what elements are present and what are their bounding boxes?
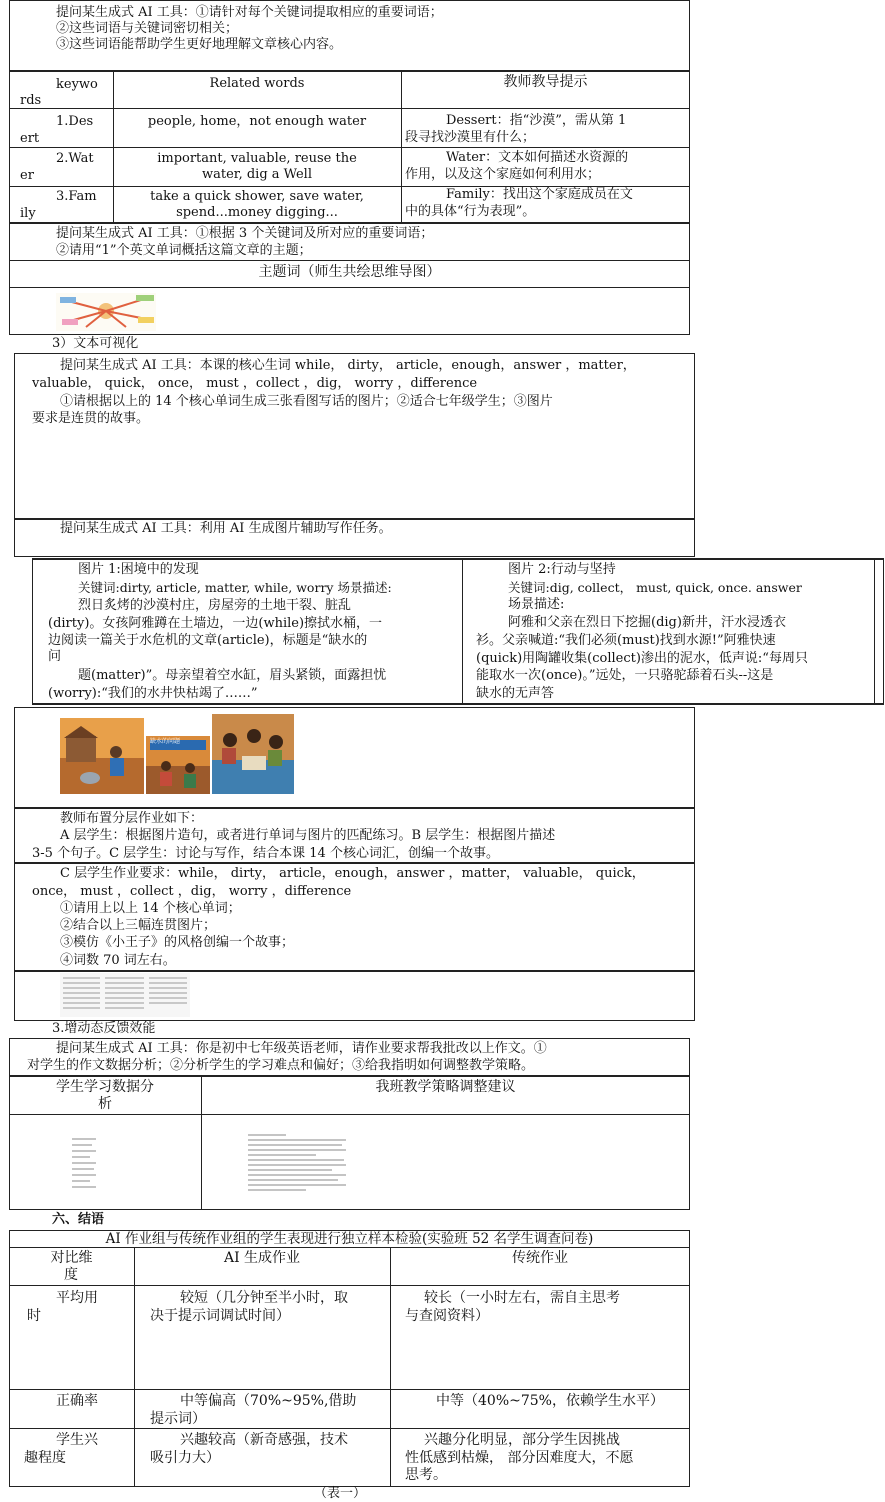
pic2-desc: 阿雅和父亲在烈日下挖掘(dig)新井，汗水浸透衣 — [508, 615, 786, 630]
header-keywords: keywo — [56, 77, 98, 92]
mind-map-image — [56, 293, 156, 331]
pic1-desc: 边阅读一篇关于水危机的文章(article)，标题是“缺水的 — [48, 633, 368, 648]
trad-cell: 性低感到枯燥， 部分因难度大，不愿 — [405, 1450, 634, 1466]
header-keywords-2: rds — [20, 93, 42, 108]
pic2-desc: 场景描述: — [508, 597, 565, 612]
dim-cell: 平均用 — [56, 1290, 98, 1306]
vocab-prompt-line: ①请根据以上的 14 个核心单词生成三张看图写话的图片；②适合七年级学生；③图片 — [60, 394, 553, 409]
tip-cell: 作用，以及这个家庭如何利用水； — [405, 167, 601, 182]
homework-line: 3-5 个句子。C 层学生：讨论与写作，结合本课 14 个核心词汇，创编一个故事。 — [32, 846, 499, 861]
comparison-table — [9, 1230, 690, 1487]
ai-cell: 吸引力大） — [150, 1450, 220, 1466]
prompt2-line-1: 提问某生成式 AI 工具：①根据 3 个关键词及所对应的重要词语； — [56, 226, 434, 241]
trad-cell: 中等（40%~75%，依赖学生水平） — [436, 1393, 664, 1409]
pic1-desc: 问 — [48, 649, 62, 664]
related-cell: people, home，not enough water — [147, 114, 367, 129]
kw-cell: ily — [20, 206, 36, 221]
feedback-prompt-line: 对学生的作文数据分析；②分析学生的学习难点和偏好；③给我指明如何调整教学策略。 — [27, 1058, 535, 1073]
related-cell: spend...money digging... — [176, 205, 338, 220]
tip-cell: 中的具体“行为表现”。 — [405, 204, 536, 219]
story-image-3 — [212, 714, 294, 794]
dim-cell: 正确率 — [56, 1393, 98, 1409]
image-prompt: 提问某生成式 AI 工具：利用 AI 生成图片辅助写作任务。 — [60, 521, 392, 536]
trad-cell: 思考。 — [405, 1467, 447, 1483]
c-level-line: ①请用上以上 14 个核心单词； — [60, 901, 241, 916]
student-essay-image — [60, 973, 190, 1017]
table-caption: （表一） — [314, 1486, 367, 1501]
pic1-desc: 烈日炙烤的沙漠村庄，房屋旁的土地干裂、脏乱 — [78, 598, 352, 613]
tip-cell: Family：找出这个家庭成员在文 — [446, 187, 633, 202]
related-cell: important, valuable, reuse the — [157, 151, 357, 166]
pic1-title: 图片 1:困境中的发现 — [78, 562, 199, 577]
trad-cell: 与查阅资料） — [405, 1308, 489, 1324]
trad-cell: 兴趣分化明显，部分学生因挑战 — [424, 1432, 620, 1448]
homework-line: 教师布置分层作业如下： — [60, 811, 204, 826]
vocab-prompt-line: valuable， quick， once， must ，collect ，dig， worry ，difference — [32, 376, 478, 391]
story-image-2-caption: 缺水的问题 — [150, 738, 181, 745]
prompt2-line-2: ②请用“1”个英文单词概括这篇文章的主题； — [56, 243, 312, 258]
pic2-desc: 衫。父亲喊道:“我们必须(must)找到水源!”阿雅快速 — [476, 633, 776, 648]
c-level-line: ③模仿《小王子》的风格创编一个故事； — [60, 935, 295, 950]
kw-cell: 2.Wat — [56, 151, 94, 166]
story-image-1 — [60, 718, 144, 794]
analysis-header-2: 我班教学策略调整建议 — [375, 1079, 516, 1095]
comparison-title: AI 作业组与传统作业组的学生表现进行独立样本检验(实验班 52 名学生调查问卷) — [105, 1231, 594, 1247]
c-level-line: once， must ，collect ，dig， worry ，difference — [32, 884, 352, 899]
analysis-header-1b: 析 — [98, 1096, 112, 1112]
prompt-line-1: 提问某生成式 AI 工具：①请针对每个关键词提取相应的重要词语； — [56, 5, 443, 20]
tip-cell: 段寻找沙漠里有什么； — [405, 130, 536, 145]
header-tips: 教师教导提示 — [503, 74, 588, 90]
kw-cell: er — [20, 168, 34, 183]
pic1-desc: 题(matter)”。母亲望着空水缸，眉头紧锁，面露担忧 — [78, 668, 387, 683]
ai-cell: 较短（几分钟至半小时，取 — [180, 1290, 348, 1306]
strategy-suggestion-image — [246, 1132, 350, 1196]
section-heading-conclusion: 六、结语 — [52, 1212, 105, 1227]
homework-line: A 层学生：根据图片造句，或者进行单词与图片的匹配练习。B 层学生：根据图片描述 — [60, 828, 556, 843]
ai-cell: 提示词） — [150, 1411, 206, 1427]
feedback-prompt-line: 提问某生成式 AI 工具：你是初中七年级英语老师，请作业要求帮我批改以上作文。① — [56, 1041, 547, 1056]
tip-cell: Dessert：指“沙漠”，需从第 1 — [446, 113, 627, 128]
dim-cell: 学生兴 — [56, 1432, 98, 1448]
prompt-line-2: ②这些词语与关键词密切相关； — [56, 21, 239, 36]
kw-cell: ert — [20, 131, 40, 146]
section-heading-visualization: 3）文本可视化 — [52, 336, 139, 351]
comparison-header-trad: 传统作业 — [512, 1250, 568, 1266]
pic2-desc: 缺水的无声答 — [476, 686, 555, 701]
ai-cell: 中等偏高（70%~95%,借助 — [180, 1393, 357, 1409]
ai-cell: 兴趣较高（新奇感强，技术 — [180, 1432, 348, 1448]
vocab-prompt-line: 提问某生成式 AI 工具：本课的核心生词 while， dirty， article，enough，answer ，matter， — [60, 358, 636, 373]
pic2-desc: (quick)用陶罐收集(collect)渗出的泥水，低声说:“每周只 — [476, 651, 808, 666]
comparison-header-dim: 对比维 — [50, 1250, 93, 1266]
theme-label: 主题词（师生共绘思维导图） — [258, 264, 441, 280]
kw-cell: 3.Fam — [56, 189, 97, 204]
kw-cell: 1.Des — [56, 114, 94, 129]
related-cell: take a quick shower, save water, — [150, 189, 364, 204]
data-analysis-image — [70, 1135, 100, 1193]
pic1-keywords: 关键词:dirty, article, matter, while, worry 场景描述: — [78, 580, 392, 595]
header-related: Related words — [209, 76, 305, 91]
dim-cell: 时 — [27, 1308, 41, 1324]
trad-cell: 较长（一小时左右，需自主思考 — [424, 1290, 620, 1306]
pic1-desc: (dirty)。女孩阿雅蹲在土墙边，一边(while)擦拭水桶，一 — [48, 616, 383, 631]
related-cell: water, dig a Well — [202, 167, 312, 182]
comparison-header-ai: AI 生成作业 — [223, 1250, 301, 1266]
prompt-line-3: ③这些词语能帮助学生更好地理解文章核心内容。 — [56, 37, 343, 52]
dim-cell: 趣程度 — [24, 1450, 66, 1466]
analysis-header-1: 学生学习数据分 — [56, 1079, 154, 1095]
tip-cell: Water：文本如何描述水资源的 — [446, 150, 629, 165]
vocab-prompt-line: 要求是连贯的故事。 — [32, 411, 150, 426]
c-level-line: C 层学生作业要求：while， dirty， article，enough，answer ，matter， valuable， quick， — [60, 866, 645, 881]
pic2-title: 图片 2:行动与坚持 — [508, 562, 616, 577]
pic2-keywords: 关键词:dig, collect， must, quick, once. answer — [508, 580, 802, 595]
pic1-desc: (worry):“我们的水井快枯竭了……” — [48, 686, 258, 701]
c-level-line: ④词数 70 词左右。 — [60, 953, 176, 968]
section-heading-feedback: 3.增动态反馈效能 — [52, 1021, 156, 1036]
comparison-header-dim-2: 度 — [64, 1267, 78, 1283]
pic2-desc: 能取水一次(once)。”远处，一只骆驼舔着石头--这是 — [476, 668, 774, 683]
c-level-line: ②结合以上三幅连贯图片； — [60, 918, 217, 933]
ai-cell: 决于提示词调试时间） — [150, 1308, 290, 1324]
